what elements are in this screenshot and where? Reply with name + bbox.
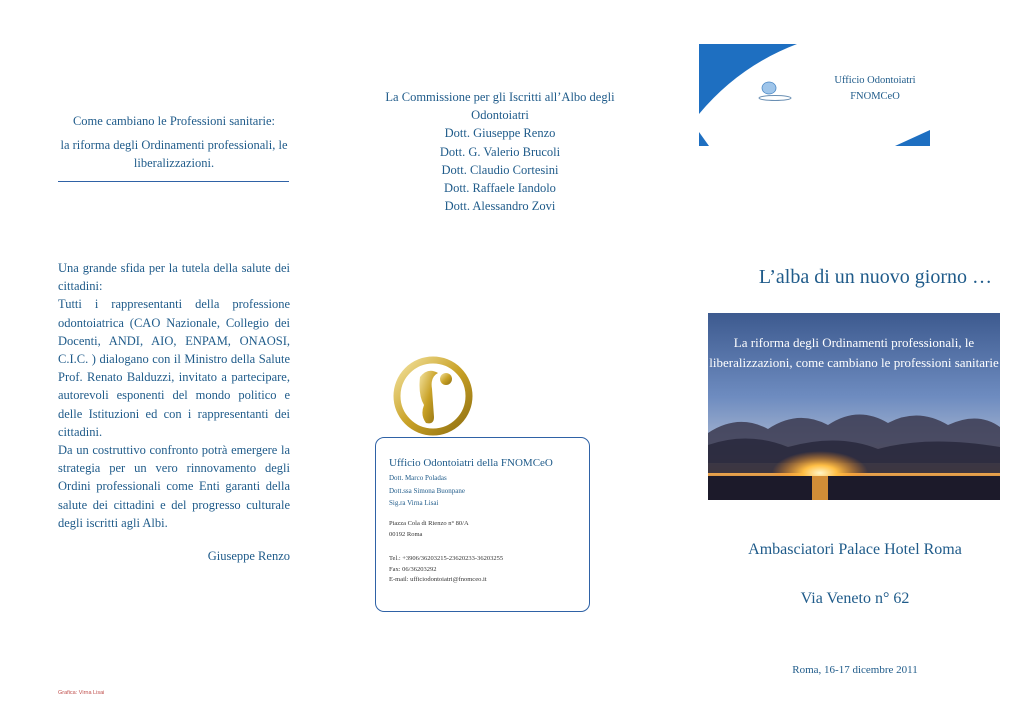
intro-text	[58, 259, 290, 532]
event-dates: Roma, 16-17 dicembre 2011	[792, 664, 918, 676]
design-credit: Grafica: Virna Lisai	[58, 690, 105, 696]
heading-line-2: la riforma degli Ordinamenti professionali, le liberalizzazioni.	[60, 138, 288, 170]
left-heading	[58, 112, 290, 178]
contact-address	[389, 519, 469, 540]
contact-people	[389, 472, 465, 510]
fax-line: Fax: 06/36203292	[389, 565, 437, 573]
heading-line-1: Come cambiano le Professioni sanitarie:	[72, 114, 276, 128]
venue-name: Ambasciatori Palace Hotel Roma	[748, 541, 962, 558]
contact-person: Sig.ra Virna Lisai	[389, 499, 439, 507]
phone-line: Tel.: +3906/36203215-23620233-36203255	[389, 555, 504, 562]
tagline: L’alba di un nuovo giorno …	[758, 266, 992, 288]
address-line: 00192 Roma	[389, 530, 423, 538]
intro-paragraph: Una grande sfida per la tutela della salute dei cittadini:	[58, 261, 290, 294]
event-subtitle: La riforma degli Ordinamenti professionali, le liberalizzazioni, come cambiano le professioni sanitarie	[709, 335, 999, 370]
contact-title: Ufficio Odontoiatri della FNOMCeO	[389, 457, 553, 469]
cao-emblem-icon	[390, 355, 476, 437]
email-line[interactable]: E-mail: ufficiodontoiatri@fnomceo.it	[389, 576, 487, 583]
venue-street: Via Veneto n° 62	[800, 590, 910, 607]
intro-paragraph: Da un costruttivo confronto potrà emergere la strategia per un vero rinnovamento degli Ordini professionali come Enti garanti della salute dei cittadini e del progresso culturale degli iscritti agli Albi.	[58, 443, 290, 530]
contact-person: Dott. Marco Poladas	[389, 474, 447, 482]
commission-title: La Commissione per gli Iscritti all’Albo degli Odontoiatri	[385, 90, 615, 123]
member-name: Dott. Raffaele Iandolo	[444, 181, 556, 196]
signature: Giuseppe Renzo	[207, 549, 290, 563]
member-name: Dott. Giuseppe Renzo	[444, 126, 556, 141]
office-line-1: Ufficio Odontoiatri	[834, 75, 916, 86]
contact-person: Dott.ssa Simona Buonpane	[389, 486, 466, 495]
divider	[58, 181, 289, 182]
intro-paragraph: Tutti i rappresentanti della professione odontoiatrica (CAO Nazionale, Collegio dei Docenti, ANDI, AIO, ENPAM, ONAOSI, C.I.C. ) dialogano con il Ministro della Salute Prof. Renato Balduzzi, invitato a partecipare, autorevoli esponenti del mondo politico e delle Istituzioni ed con i rappresentanti dei cittadini.	[58, 297, 290, 439]
member-name: Dott. G. Valerio Brucoli	[439, 144, 561, 159]
office-line-2: FNOMCeO	[850, 91, 900, 102]
contact-phones	[389, 554, 503, 586]
commission-block	[370, 88, 630, 215]
address-line: Piazza Cola di Rienzo n° 80/A	[389, 520, 469, 527]
member-name: Dott. Claudio Cortesini	[441, 162, 559, 177]
office-name	[815, 73, 935, 105]
member-name: Dott. Alessandro Zovi	[444, 199, 556, 214]
